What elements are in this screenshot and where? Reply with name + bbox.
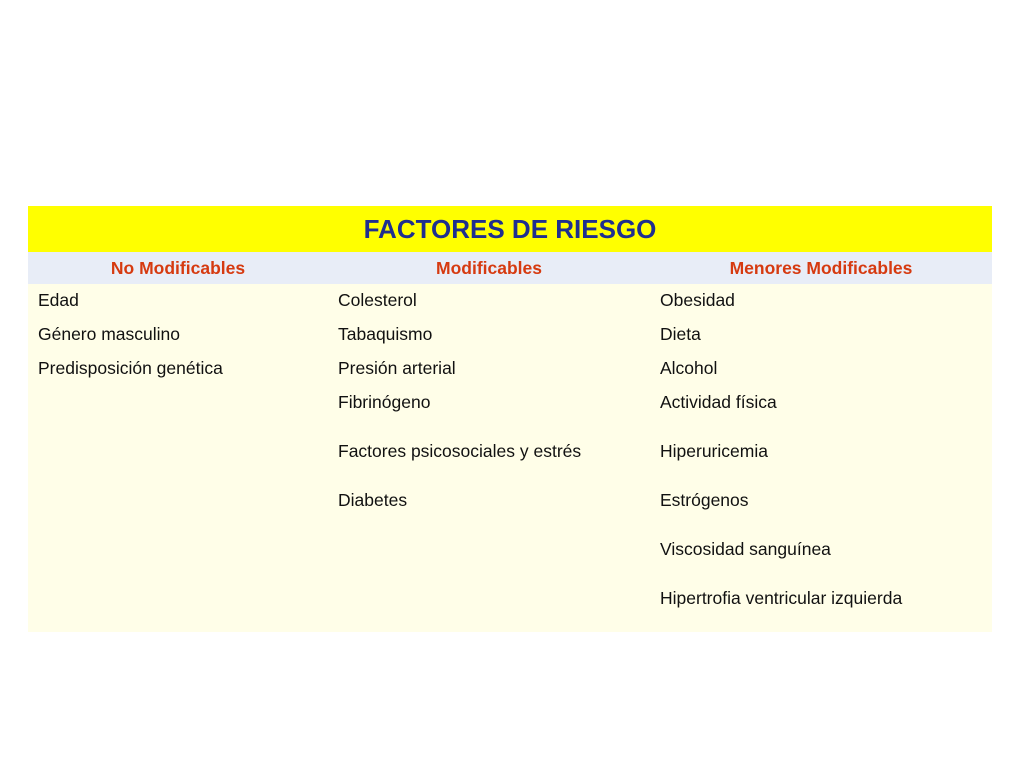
column-no-modificables bbox=[28, 284, 328, 632]
table-title-row bbox=[28, 206, 992, 252]
table-cell: Obesidad bbox=[660, 290, 735, 310]
table-title: FACTORES DE RIESGO bbox=[363, 213, 657, 244]
risk-factors-table bbox=[28, 206, 992, 632]
table-cell: Viscosidad sanguínea bbox=[660, 539, 831, 559]
table-cell: Diabetes bbox=[338, 490, 408, 510]
table-cell: Hiperuricemia bbox=[660, 441, 768, 461]
table-header-row bbox=[28, 252, 992, 284]
table-cell: Predisposición genética bbox=[38, 358, 223, 378]
table-cell: Tabaquismo bbox=[338, 324, 433, 344]
column-menores-modificables bbox=[650, 284, 992, 632]
table-cell: Colesterol bbox=[338, 290, 417, 310]
table-cell: Fibrinógeno bbox=[338, 392, 431, 412]
table-cell: Hipertrofia ventricular izquierda bbox=[660, 588, 903, 608]
header-menores-modificables: Menores Modificables bbox=[729, 257, 913, 278]
table-cell: Género masculino bbox=[38, 324, 181, 344]
header-modificables: Modificables bbox=[436, 257, 542, 278]
table-cell: Presión arterial bbox=[338, 358, 456, 378]
column-modificables bbox=[328, 284, 650, 632]
table-cell: Actividad física bbox=[660, 392, 777, 412]
table-cell: Alcohol bbox=[660, 358, 718, 378]
table-cell: Edad bbox=[38, 290, 79, 310]
table-body bbox=[28, 284, 992, 632]
table-cell: Estrógenos bbox=[660, 490, 749, 510]
header-no-modificables: No Modificables bbox=[110, 257, 246, 278]
table-cell: Factores psicosociales y estrés bbox=[338, 441, 582, 461]
table-cell: Dieta bbox=[660, 324, 701, 344]
